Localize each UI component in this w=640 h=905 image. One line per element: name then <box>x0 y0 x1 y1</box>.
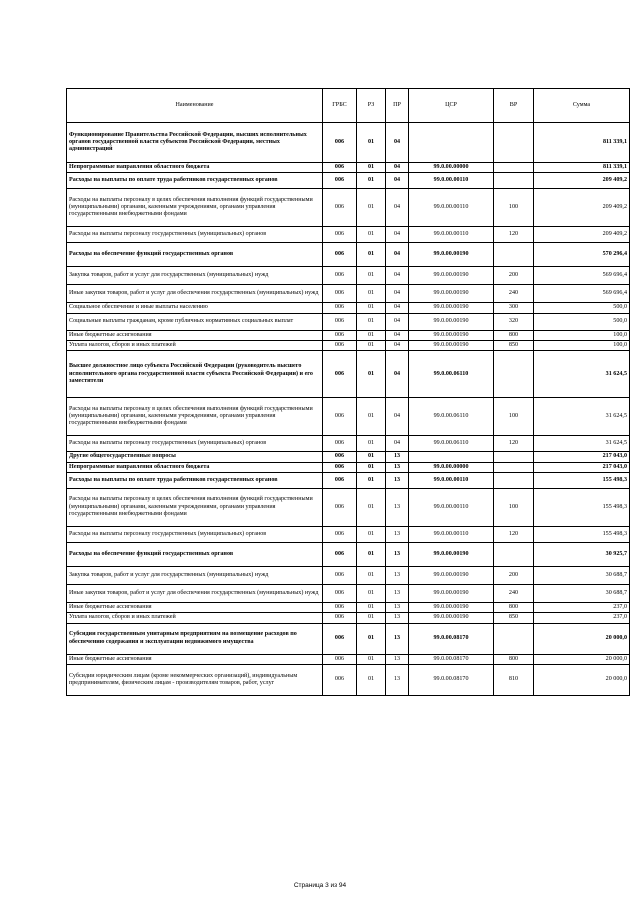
cell-name: Субсидии государственным унитарным предприятиям на возмещение расходов по обеспечению содержания и эксплуатации недвижимого имущества <box>67 623 323 654</box>
cell-rz: 01 <box>357 243 386 267</box>
cell-grbs: 006 <box>323 566 357 584</box>
cell-grbs: 006 <box>323 488 357 526</box>
cell-grbs: 006 <box>323 163 357 173</box>
cell-rz: 01 <box>357 285 386 303</box>
cell-vr: 120 <box>494 526 534 542</box>
cell-pr: 13 <box>386 462 409 472</box>
cell-rz: 01 <box>357 452 386 462</box>
cell-vr <box>494 472 534 488</box>
table-row <box>67 566 630 584</box>
table-row <box>67 340 630 350</box>
cell-csr <box>409 452 494 462</box>
table-body <box>67 123 630 696</box>
cell-rz: 01 <box>357 351 386 398</box>
cell-csr: 99.0.00.00190 <box>409 330 494 340</box>
cell-name: Расходы на выплаты персоналу государственных (муниципальных) органов <box>67 436 323 452</box>
table-row <box>67 654 630 664</box>
cell-grbs: 006 <box>323 452 357 462</box>
cell-name: Непрограммные направления областного бюджета <box>67 462 323 472</box>
cell-csr: 99.0.00.08170 <box>409 623 494 654</box>
cell-grbs: 006 <box>323 436 357 452</box>
table-row <box>67 436 630 452</box>
table-row <box>67 526 630 542</box>
cell-rz: 01 <box>357 163 386 173</box>
table-row <box>67 303 630 313</box>
cell-grbs: 006 <box>323 602 357 612</box>
cell-vr: 100 <box>494 488 534 526</box>
cell-name: Иные закупки товаров, работ и услуг для обеспечения государственных (муниципальных) нужд <box>67 584 323 602</box>
cell-csr: 99.0.00.00190 <box>409 267 494 285</box>
cell-sum: 500,0 <box>534 303 630 313</box>
cell-csr: 99.0.00.00110 <box>409 472 494 488</box>
cell-rz: 01 <box>357 472 386 488</box>
cell-rz: 01 <box>357 613 386 623</box>
cell-pr: 13 <box>386 472 409 488</box>
cell-name: Расходы на выплаты персоналу государственных (муниципальных) органов <box>67 526 323 542</box>
cell-grbs: 006 <box>323 472 357 488</box>
cell-rz: 01 <box>357 566 386 584</box>
cell-rz: 01 <box>357 313 386 330</box>
cell-grbs: 006 <box>323 243 357 267</box>
cell-sum: 209 409,2 <box>534 189 630 227</box>
cell-rz: 01 <box>357 398 386 436</box>
cell-grbs: 006 <box>323 351 357 398</box>
table-row <box>67 123 630 163</box>
cell-pr: 04 <box>386 313 409 330</box>
cell-csr: 99.0.00.06110 <box>409 398 494 436</box>
cell-sum: 209 409,2 <box>534 173 630 189</box>
cell-vr <box>494 173 534 189</box>
cell-grbs: 006 <box>323 303 357 313</box>
cell-csr: 99.0.00.08170 <box>409 664 494 695</box>
cell-grbs: 006 <box>323 330 357 340</box>
cell-pr: 04 <box>386 243 409 267</box>
cell-rz: 01 <box>357 340 386 350</box>
cell-vr: 200 <box>494 566 534 584</box>
cell-rz: 01 <box>357 602 386 612</box>
cell-pr: 04 <box>386 303 409 313</box>
cell-rz: 01 <box>357 488 386 526</box>
cell-pr: 13 <box>386 623 409 654</box>
cell-name: Непрограммные направления областного бюджета <box>67 163 323 173</box>
cell-rz: 01 <box>357 584 386 602</box>
header-pr: ПР <box>386 89 409 123</box>
header-grbs: ГРБС <box>323 89 357 123</box>
cell-vr <box>494 623 534 654</box>
table-row <box>67 351 630 398</box>
cell-csr: 99.0.00.00110 <box>409 173 494 189</box>
cell-name: Расходы на выплаты персоналу в целях обеспечения выполнения функций государственными (муниципальными) органами, казенными учреждениями, органами управления государственными внебюджетными фондами <box>67 488 323 526</box>
cell-sum: 500,0 <box>534 313 630 330</box>
cell-csr: 99.0.00.00190 <box>409 313 494 330</box>
cell-csr: 99.0.00.00190 <box>409 613 494 623</box>
page-number: Страница 3 из 94 <box>293 882 347 889</box>
cell-name: Закупка товаров, работ и услуг для государственных (муниципальных) нужд <box>67 566 323 584</box>
cell-pr: 04 <box>386 351 409 398</box>
table-row <box>67 613 630 623</box>
cell-csr: 99.0.00.00000 <box>409 163 494 173</box>
cell-sum: 30 688,7 <box>534 566 630 584</box>
cell-sum: 155 498,3 <box>534 526 630 542</box>
cell-pr: 04 <box>386 330 409 340</box>
cell-pr: 04 <box>386 285 409 303</box>
cell-name: Уплата налогов, сборов и иных платежей <box>67 613 323 623</box>
cell-pr: 13 <box>386 654 409 664</box>
table-row <box>67 452 630 462</box>
header-sum: Сумма <box>534 89 630 123</box>
table-row <box>67 330 630 340</box>
cell-sum: 20 000,0 <box>534 623 630 654</box>
cell-vr: 240 <box>494 584 534 602</box>
cell-vr: 120 <box>494 227 534 243</box>
cell-name: Социальное обеспечение и иные выплаты населению <box>67 303 323 313</box>
cell-csr: 99.0.00.00110 <box>409 189 494 227</box>
cell-sum: 30 688,7 <box>534 584 630 602</box>
cell-csr: 99.0.00.00190 <box>409 340 494 350</box>
cell-sum: 155 498,3 <box>534 472 630 488</box>
cell-csr: 99.0.00.00110 <box>409 488 494 526</box>
cell-csr: 99.0.00.00190 <box>409 243 494 267</box>
cell-vr: 200 <box>494 267 534 285</box>
cell-pr: 04 <box>386 340 409 350</box>
cell-csr: 99.0.00.06110 <box>409 351 494 398</box>
cell-rz: 01 <box>357 303 386 313</box>
cell-grbs: 006 <box>323 664 357 695</box>
cell-vr: 800 <box>494 602 534 612</box>
cell-pr: 13 <box>386 452 409 462</box>
cell-vr: 850 <box>494 613 534 623</box>
cell-grbs: 006 <box>323 267 357 285</box>
cell-vr: 240 <box>494 285 534 303</box>
cell-name: Иные закупки товаров, работ и услуг для обеспечения государственных (муниципальных) нужд <box>67 285 323 303</box>
table-row <box>67 227 630 243</box>
cell-pr: 04 <box>386 227 409 243</box>
cell-sum: 570 296,4 <box>534 243 630 267</box>
cell-rz: 01 <box>357 542 386 566</box>
cell-csr: 99.0.00.00190 <box>409 566 494 584</box>
cell-grbs: 006 <box>323 526 357 542</box>
cell-vr <box>494 542 534 566</box>
cell-sum: 20 000,0 <box>534 664 630 695</box>
cell-rz: 01 <box>357 330 386 340</box>
cell-pr: 13 <box>386 488 409 526</box>
cell-pr: 13 <box>386 613 409 623</box>
cell-pr: 04 <box>386 123 409 163</box>
cell-vr: 100 <box>494 189 534 227</box>
cell-sum: 30 925,7 <box>534 542 630 566</box>
cell-vr <box>494 351 534 398</box>
cell-name: Субсидии юридическим лицам (кроме некоммерческих организаций), индивидуальным предпринимателям, физическим лицам - производителям товаров, работ, услуг <box>67 664 323 695</box>
cell-sum: 217 043,0 <box>534 452 630 462</box>
header-vr: ВР <box>494 89 534 123</box>
cell-pr: 04 <box>386 173 409 189</box>
cell-sum: 209 409,2 <box>534 227 630 243</box>
cell-pr: 13 <box>386 664 409 695</box>
cell-rz: 01 <box>357 189 386 227</box>
table-row <box>67 267 630 285</box>
cell-name: Уплата налогов, сборов и иных платежей <box>67 340 323 350</box>
cell-sum: 100,0 <box>534 330 630 340</box>
cell-vr: 320 <box>494 313 534 330</box>
cell-name: Расходы на обеспечение функций государственных органов <box>67 243 323 267</box>
cell-vr <box>494 243 534 267</box>
cell-pr: 04 <box>386 189 409 227</box>
table-row <box>67 313 630 330</box>
cell-rz: 01 <box>357 462 386 472</box>
cell-sum: 811 339,1 <box>534 123 630 163</box>
table-row <box>67 243 630 267</box>
table-row <box>67 488 630 526</box>
cell-csr: 99.0.00.00110 <box>409 227 494 243</box>
cell-csr: 99.0.00.00190 <box>409 584 494 602</box>
cell-rz: 01 <box>357 623 386 654</box>
cell-rz: 01 <box>357 664 386 695</box>
table-row <box>67 398 630 436</box>
cell-pr: 13 <box>386 566 409 584</box>
table-row <box>67 623 630 654</box>
cell-pr: 13 <box>386 584 409 602</box>
cell-pr: 13 <box>386 526 409 542</box>
cell-name: Другие общегосударственные вопросы <box>67 452 323 462</box>
table-header <box>67 89 630 123</box>
cell-vr <box>494 462 534 472</box>
cell-pr: 04 <box>386 398 409 436</box>
budget-table <box>66 88 630 696</box>
cell-sum: 569 696,4 <box>534 285 630 303</box>
cell-vr: 800 <box>494 654 534 664</box>
cell-rz: 01 <box>357 123 386 163</box>
cell-sum: 31 624,5 <box>534 351 630 398</box>
cell-rz: 01 <box>357 436 386 452</box>
cell-vr: 120 <box>494 436 534 452</box>
cell-sum: 155 498,3 <box>534 488 630 526</box>
cell-csr: 99.0.00.00190 <box>409 542 494 566</box>
cell-name: Иные бюджетные ассигнования <box>67 654 323 664</box>
cell-grbs: 006 <box>323 654 357 664</box>
cell-vr <box>494 163 534 173</box>
cell-pr: 04 <box>386 267 409 285</box>
cell-csr: 99.0.00.00190 <box>409 285 494 303</box>
cell-grbs: 006 <box>323 227 357 243</box>
cell-csr <box>409 123 494 163</box>
cell-csr: 99.0.00.00110 <box>409 526 494 542</box>
header-rz: РЗ <box>357 89 386 123</box>
cell-name: Высшее должностное лицо субъекта Российской Федерации (руководитель высшего исполнительного органа государственной власти субъекта Российской Федерации) и его заместители <box>67 351 323 398</box>
cell-name: Расходы на выплаты персоналу государственных (муниципальных) органов <box>67 227 323 243</box>
cell-pr: 04 <box>386 163 409 173</box>
cell-vr: 100 <box>494 398 534 436</box>
cell-sum: 100,0 <box>534 340 630 350</box>
cell-vr: 300 <box>494 303 534 313</box>
cell-vr: 810 <box>494 664 534 695</box>
header-csr: ЦСР <box>409 89 494 123</box>
cell-grbs: 006 <box>323 623 357 654</box>
cell-grbs: 006 <box>323 313 357 330</box>
header-name: Наименование <box>67 89 323 123</box>
table-row <box>67 472 630 488</box>
cell-name: Иные бюджетные ассигнования <box>67 602 323 612</box>
cell-name: Расходы на выплаты персоналу в целях обеспечения выполнения функций государственными (муниципальными) органами, казенными учреждениями, органами управления государственными внебюджетными фондами <box>67 189 323 227</box>
cell-rz: 01 <box>357 654 386 664</box>
cell-name: Функционирование Правительства Российской Федерации, высших исполнительных органов государственной власти субъектов Российской Федерации, местных администраций <box>67 123 323 163</box>
cell-name: Иные бюджетные ассигнования <box>67 330 323 340</box>
table-row <box>67 163 630 173</box>
cell-vr: 850 <box>494 340 534 350</box>
table-row <box>67 173 630 189</box>
table-row <box>67 189 630 227</box>
table-row <box>67 542 630 566</box>
cell-grbs: 006 <box>323 462 357 472</box>
cell-csr: 99.0.00.00000 <box>409 462 494 472</box>
cell-vr <box>494 452 534 462</box>
cell-name: Расходы на выплаты по оплате труда работников государственных органов <box>67 472 323 488</box>
cell-name: Расходы на выплаты по оплате труда работников государственных органов <box>67 173 323 189</box>
cell-vr <box>494 123 534 163</box>
cell-sum: 811 339,1 <box>534 163 630 173</box>
cell-grbs: 006 <box>323 173 357 189</box>
table-row <box>67 602 630 612</box>
cell-rz: 01 <box>357 526 386 542</box>
cell-grbs: 006 <box>323 584 357 602</box>
cell-pr: 04 <box>386 436 409 452</box>
cell-sum: 31 624,5 <box>534 436 630 452</box>
table-row <box>67 664 630 695</box>
cell-csr: 99.0.00.06110 <box>409 436 494 452</box>
table-row <box>67 584 630 602</box>
cell-grbs: 006 <box>323 285 357 303</box>
cell-rz: 01 <box>357 227 386 243</box>
cell-csr: 99.0.00.00190 <box>409 602 494 612</box>
cell-grbs: 006 <box>323 123 357 163</box>
cell-name: Расходы на выплаты персоналу в целях обеспечения выполнения функций государственными (муниципальными) органами, казенными учреждениями, органами управления государственными внебюджетными фондами <box>67 398 323 436</box>
cell-sum: 569 696,4 <box>534 267 630 285</box>
table-row <box>67 285 630 303</box>
cell-rz: 01 <box>357 267 386 285</box>
cell-sum: 20 000,0 <box>534 654 630 664</box>
cell-grbs: 006 <box>323 542 357 566</box>
cell-rz: 01 <box>357 173 386 189</box>
cell-sum: 217 043,0 <box>534 462 630 472</box>
cell-sum: 237,0 <box>534 602 630 612</box>
cell-sum: 31 624,5 <box>534 398 630 436</box>
cell-name: Расходы на обеспечение функций государственных органов <box>67 542 323 566</box>
cell-grbs: 006 <box>323 398 357 436</box>
cell-name: Социальные выплаты гражданам, кроме публичных нормативных социальных выплат <box>67 313 323 330</box>
cell-csr: 99.0.00.08170 <box>409 654 494 664</box>
cell-csr: 99.0.00.00190 <box>409 303 494 313</box>
cell-sum: 237,0 <box>534 613 630 623</box>
table-row <box>67 462 630 472</box>
cell-vr: 800 <box>494 330 534 340</box>
cell-name: Закупка товаров, работ и услуг для государственных (муниципальных) нужд <box>67 267 323 285</box>
cell-pr: 13 <box>386 542 409 566</box>
cell-pr: 13 <box>386 602 409 612</box>
cell-grbs: 006 <box>323 189 357 227</box>
cell-grbs: 006 <box>323 613 357 623</box>
cell-grbs: 006 <box>323 340 357 350</box>
